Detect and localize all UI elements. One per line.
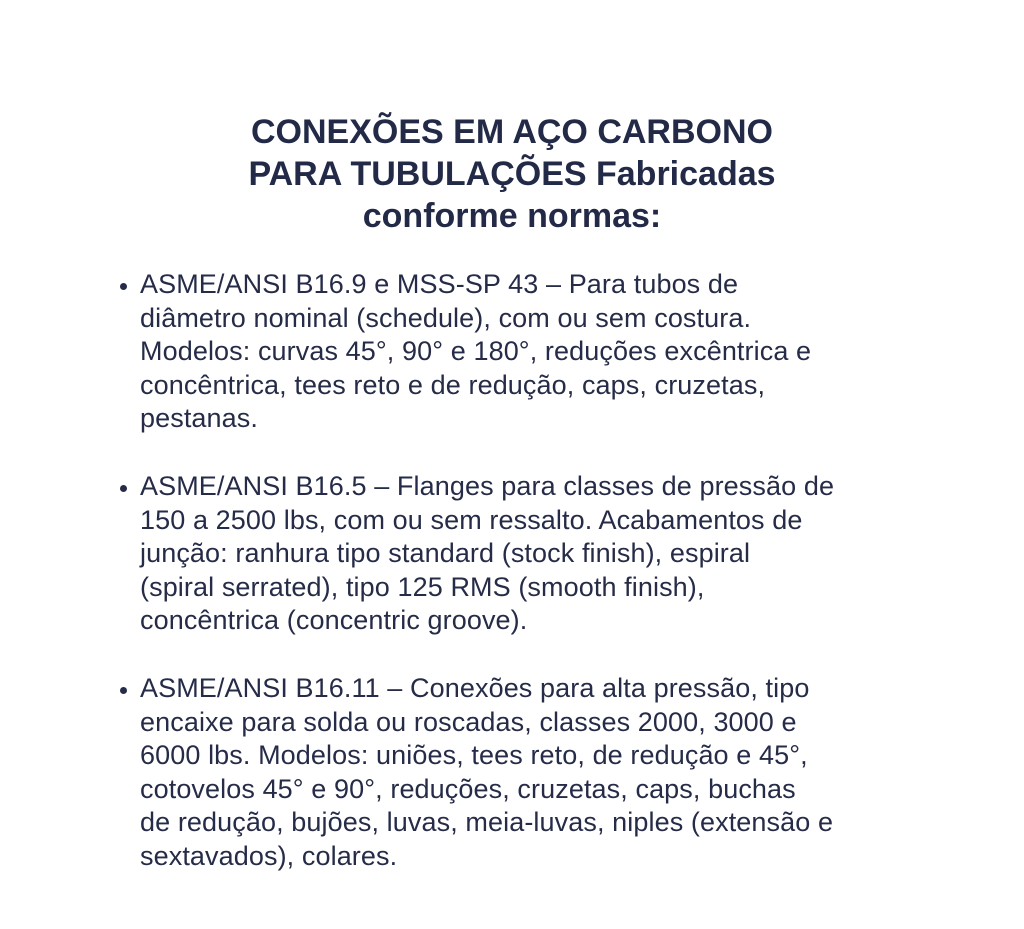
list-item-b16-9 <box>110 268 970 436</box>
item-text-line: pestanas. <box>140 403 258 434</box>
standards-list <box>110 268 970 908</box>
item-text-line: Modelos: curvas 45°, 90° e 180°, reduções excêntrica e <box>140 336 812 367</box>
item-text-line: sextavados), colares. <box>140 840 398 871</box>
item-text-line: 150 a 2500 lbs, com ou sem ressalto. Acabamentos de <box>140 504 803 535</box>
bullet-icon <box>120 687 127 694</box>
item-text-line: cotovelos 45° e 90°, reduções, cruzetas, caps, buchas <box>140 773 796 804</box>
item-text-line: (spiral serrated), tipo 125 RMS (smooth finish), <box>140 571 705 602</box>
list-item-b16-5 <box>110 470 970 638</box>
item-text-line: ASME/ANSI B16.5 – Flanges para classes de pressão de <box>140 470 835 501</box>
bullet-icon <box>120 485 127 492</box>
item-text-line: 6000 lbs. Modelos: uniões, tees reto, de redução e 45°, <box>140 740 808 771</box>
bullet-icon <box>120 283 127 290</box>
document-title <box>0 111 1024 237</box>
item-text-line: concêntrica (concentric groove). <box>140 605 528 636</box>
item-text-line: diâmetro nominal (schedule), com ou sem costura. <box>140 302 752 333</box>
item-text-line: encaixe para solda ou roscadas, classes 2000, 3000 e <box>140 706 797 737</box>
title-line: conforme normas: <box>362 197 662 235</box>
title-line: CONEXÕES EM AÇO CARBONO <box>250 113 773 151</box>
item-text-line: ASME/ANSI B16.11 – Conexões para alta pressão, tipo <box>140 672 810 703</box>
list-item-b16-11 <box>110 672 970 874</box>
item-text-line: junção: ranhura tipo standard (stock finish), espiral <box>140 538 751 569</box>
item-text-line: ASME/ANSI B16.9 e MSS-SP 43 – Para tubos de <box>140 269 739 299</box>
item-text-line: concêntrica, tees reto e de redução, caps, cruzetas, <box>140 369 766 400</box>
title-line: PARA TUBULAÇÕES Fabricadas <box>248 155 776 193</box>
item-text-line: de redução, bujões, luvas, meia-luvas, niples (extensão e <box>140 807 834 838</box>
